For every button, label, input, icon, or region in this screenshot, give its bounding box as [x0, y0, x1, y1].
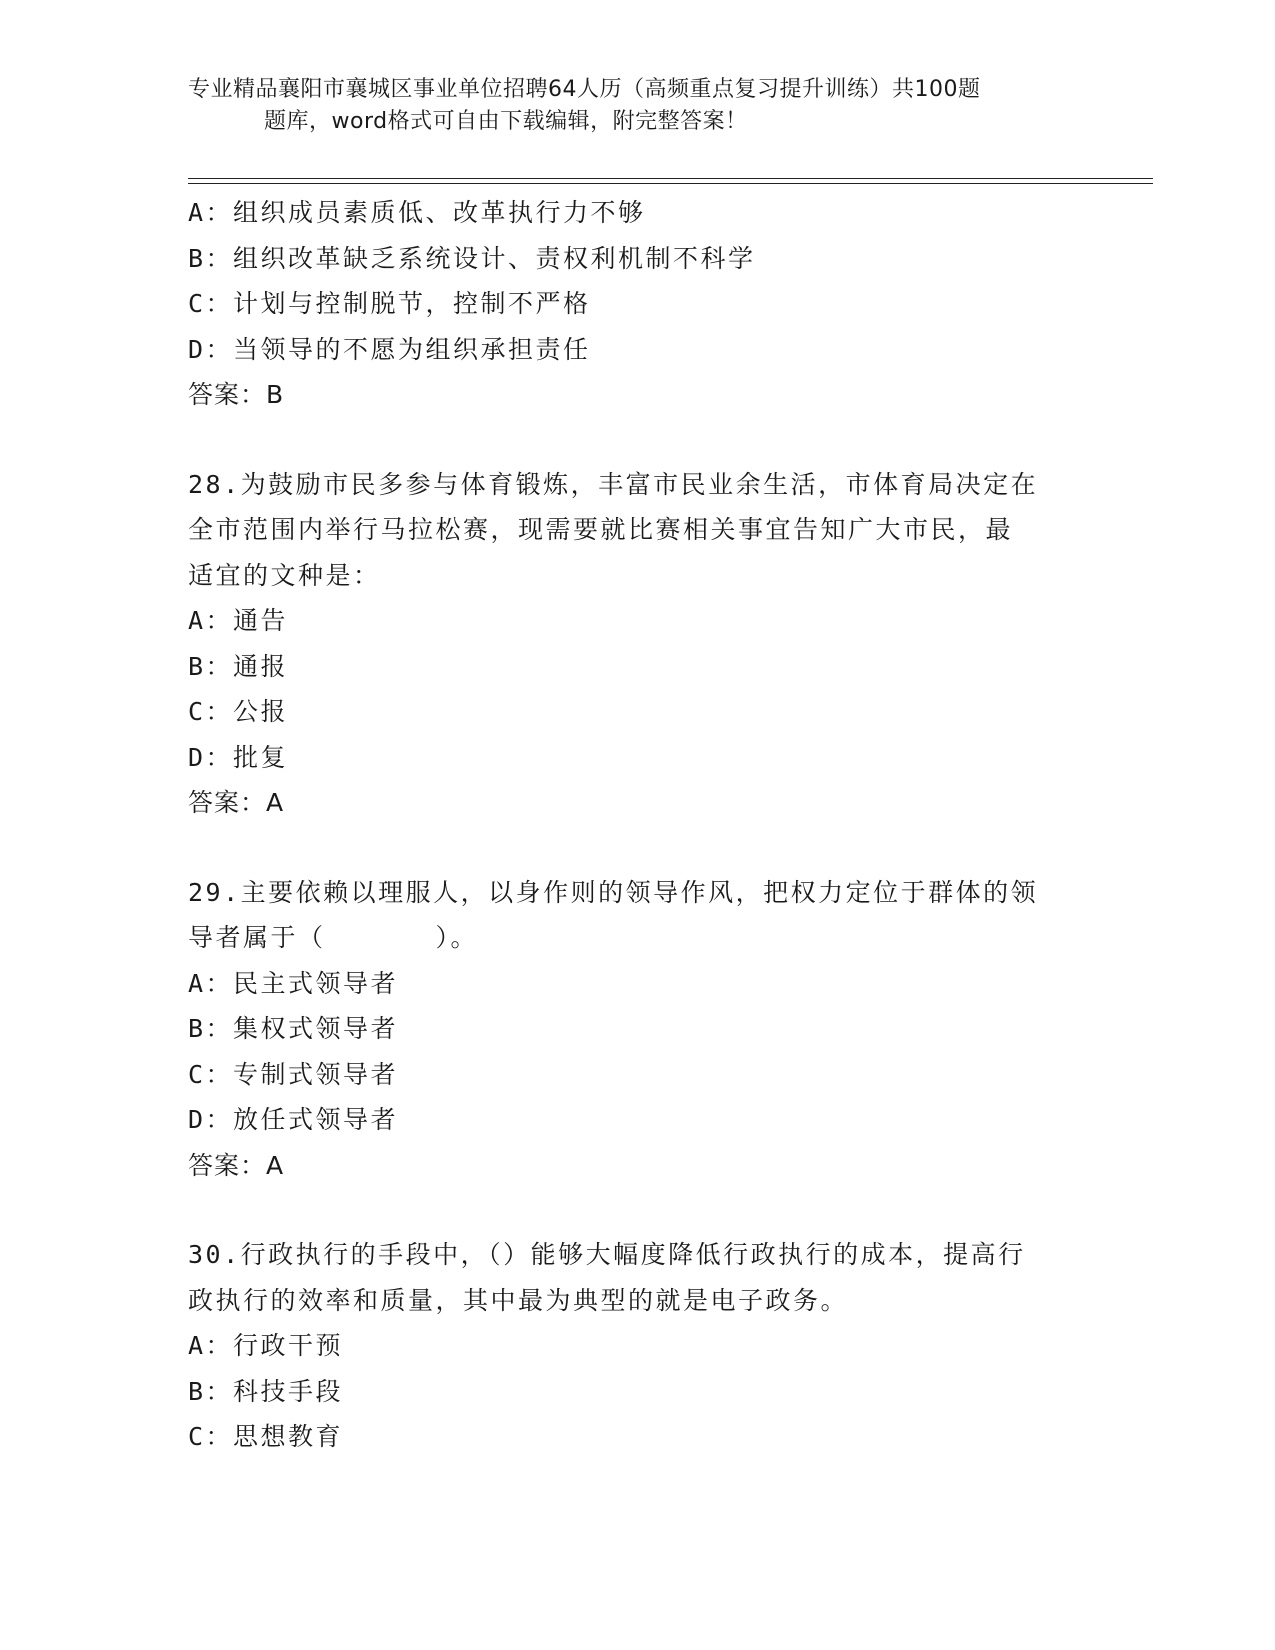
- header-title-line2: 题库，word格式可自由下载编辑，附完整答案！: [264, 109, 748, 134]
- stem-text: 导者属于（: [188, 923, 326, 952]
- option-d: D：批复: [188, 742, 289, 772]
- option-a: A：行政干预: [188, 1331, 344, 1360]
- question-29: [188, 870, 1078, 1189]
- answer: 答案：A: [188, 1150, 285, 1180]
- question-28: [188, 462, 1078, 826]
- option-d: D：当领导的不愿为组织承担责任: [188, 334, 591, 364]
- answer: 答案：A: [188, 788, 285, 817]
- option-b: B：组织改革缺乏系统设计、责权利机制不科学: [188, 243, 756, 273]
- question-stem: 政执行的效率和质量，其中最为典型的就是电子政务。: [188, 1285, 849, 1315]
- option-b: B：科技手段: [188, 1376, 344, 1406]
- option-a: A：民主式领导者: [188, 968, 399, 998]
- option-c: C：计划与控制脱节，控制不严格: [188, 289, 591, 318]
- question-stem: 适宜的文种是：: [188, 560, 381, 590]
- answer: 答案：B: [188, 380, 285, 409]
- option-c: C：公报: [188, 697, 289, 726]
- option-b: B：集权式领导者: [188, 1014, 399, 1043]
- question-stem: 全市范围内举行马拉松赛，现需要就比赛相关事宜告知广大市民，最: [188, 515, 1014, 544]
- page-header: [188, 74, 1068, 138]
- option-c: C：思想教育: [188, 1422, 344, 1451]
- option-d: D：放任式领导者: [188, 1105, 399, 1134]
- question-stem: 28.为鼓励市民多参与体育锻炼，丰富市民业余生活，市体育局决定在: [188, 469, 1039, 499]
- option-a: A：组织成员素质低、改革执行力不够: [188, 198, 646, 227]
- question-list: [188, 190, 1078, 1460]
- option-a: A：通告: [188, 606, 289, 635]
- header-title-line1: 专业精品襄阳市襄城区事业单位招聘64人历（高频重点复习提升训练）共100题: [188, 77, 981, 102]
- option-b: B：通报: [188, 651, 289, 681]
- stem-text: ）。: [435, 923, 479, 952]
- question-stem: [188, 915, 1078, 961]
- question-27: [188, 190, 1078, 418]
- header-divider: [188, 178, 1153, 184]
- question-stem: 29.主要依赖以理服人，以身作则的领导作风，把权力定位于群体的领: [188, 877, 1039, 907]
- question-stem: 30.行政执行的手段中，（）能够大幅度降低行政执行的成本，提高行: [188, 1240, 1026, 1269]
- question-30: [188, 1232, 1078, 1460]
- option-c: C：专制式领导者: [188, 1059, 399, 1089]
